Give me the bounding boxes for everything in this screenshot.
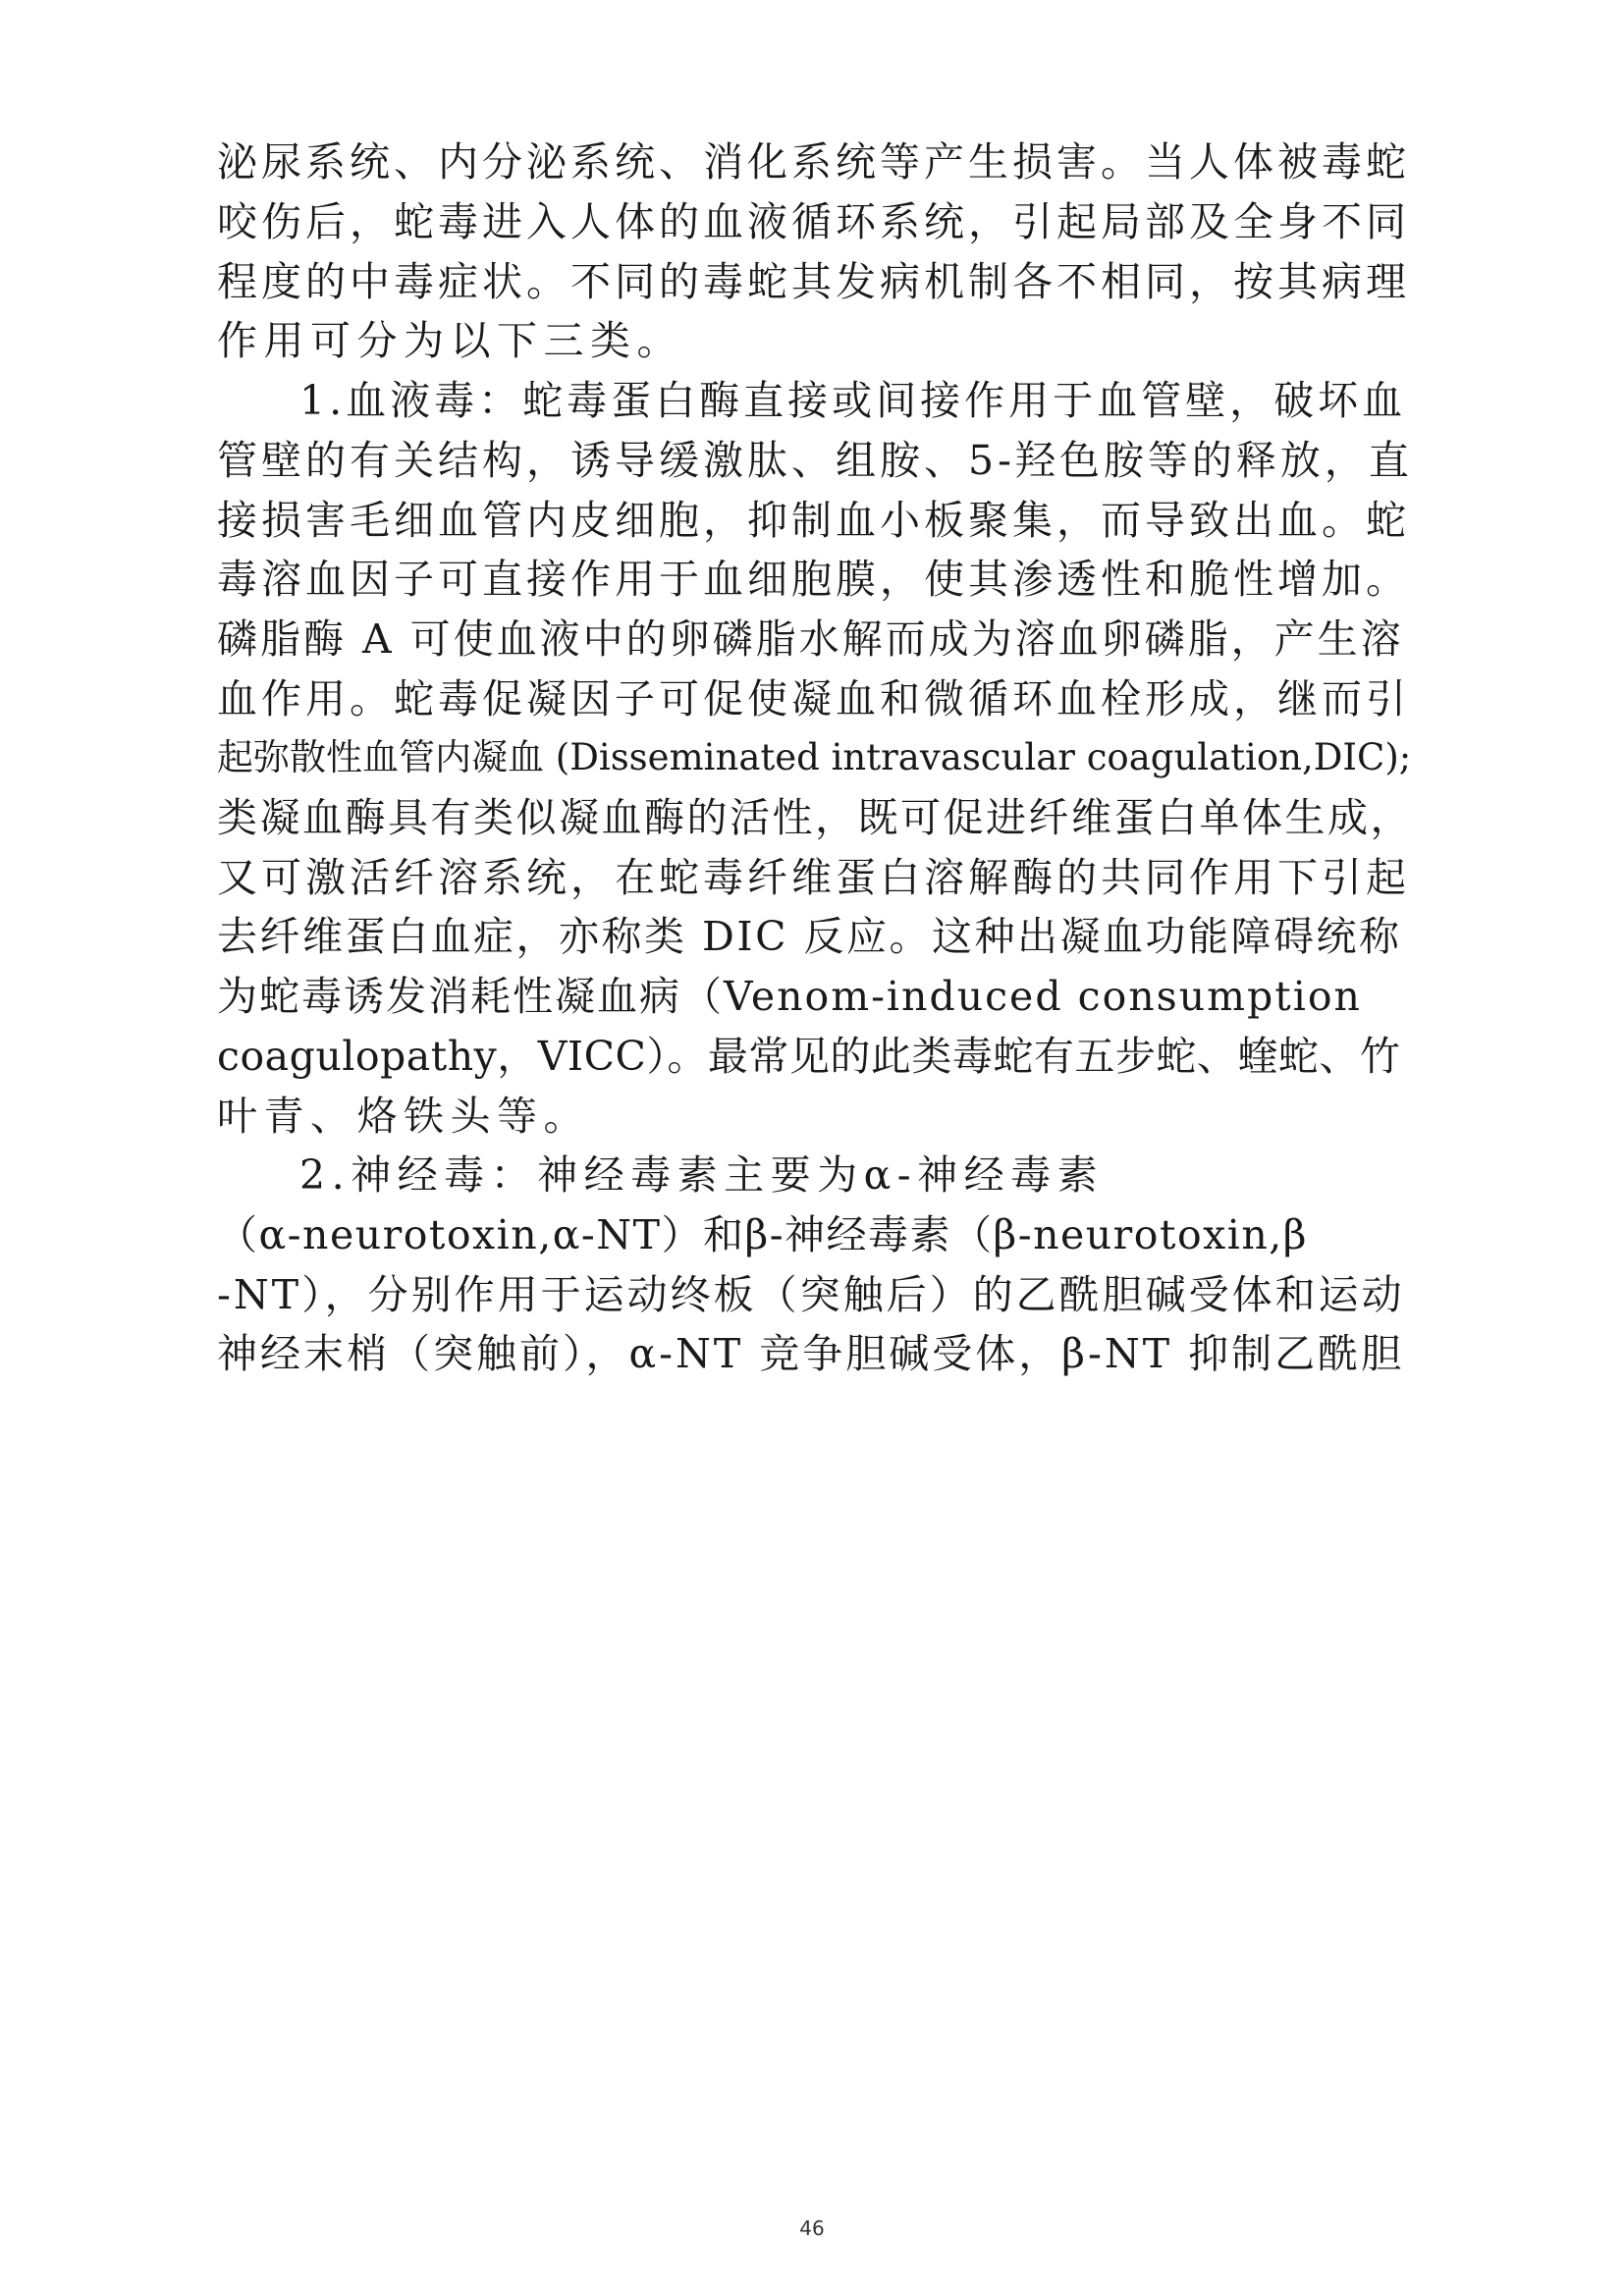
text-line: 去纤维蛋白血症，亦称类 DIC 反应。这种出凝血功能障碍统称 xyxy=(217,913,1402,960)
text-line: 管壁的有关结构，诱导缓激肽、组胺、5-羟色胺等的释放，直 xyxy=(217,437,1413,484)
text-line: 类凝血酶具有类似凝血酶的活性，既可促进纤维蛋白单体生成， xyxy=(217,794,1413,841)
text-line: 毒溶血因子可直接作用于血细胞膜，使其渗透性和脆性增加。 xyxy=(217,556,1410,603)
text-line: 1.血液毒：蛇毒蛋白酶直接或间接作用于血管壁，破坏血 xyxy=(299,377,1407,424)
text-line: 为蛇毒诱发消耗性凝血病（Venom-induced consumption xyxy=(217,973,1362,1020)
text-line: 2.神经毒：神经毒素主要为α-神经毒素 xyxy=(299,1151,1105,1199)
text-line: 神经末梢（突触前），α-NT 竞争胆碱受体，β-NT 抑制乙酰胆 xyxy=(217,1330,1405,1377)
text-line: 作用可分为以下三类。 xyxy=(217,317,683,364)
text-line: （α-neurotoxin,α-NT）和β-神经毒素（β-neurotoxin,β xyxy=(217,1211,1309,1258)
text-line: 血作用。蛇毒促凝因子可促使凝血和微循环血栓形成，继而引 xyxy=(217,675,1410,722)
text-line: coagulopathy，VICC）。最常见的此类毒蛇有五步蛇、蝰蛇、竹 xyxy=(217,1033,1401,1080)
text-line: 起弥散性血管内凝血 (Disseminated intravascular coagulation,DIC); xyxy=(217,736,1412,778)
text-line: 叶青、烙铁头等。 xyxy=(217,1093,590,1140)
text-line: 又可激活纤溶系统，在蛇毒纤维蛋白溶解酶的共同作用下引起 xyxy=(217,854,1410,901)
page-number: 46 xyxy=(799,2216,825,2240)
text-line: 泌尿系统、内分泌系统、消化系统等产生损害。当人体被毒蛇 xyxy=(217,138,1410,186)
text-line: 磷脂酶 A 可使血液中的卵磷脂水解而成为溶血卵磷脂，产生溶 xyxy=(217,615,1404,663)
text-line: 咬伤后，蛇毒进入人体的血液循环系统，引起局部及全身不同 xyxy=(217,198,1410,245)
text-line: -NT），分别作用于运动终板（突触后）的乙酰胆碱受体和运动 xyxy=(217,1271,1405,1318)
text-line: 程度的中毒症状。不同的毒蛇其发病机制各不相同，按其病理 xyxy=(217,258,1410,305)
text-line: 接损害毛细血管内皮细胞，抑制血小板聚集，而导致出血。蛇 xyxy=(217,497,1410,544)
